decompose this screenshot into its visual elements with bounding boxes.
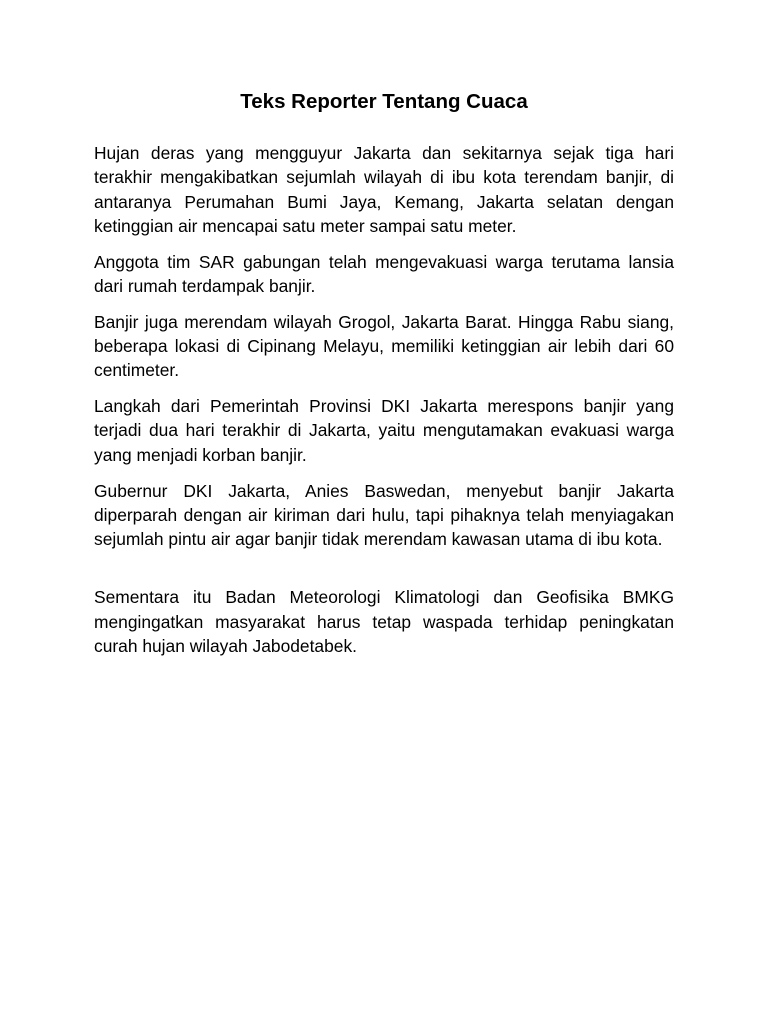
paragraph-1: Hujan deras yang mengguyur Jakarta dan sekitarnya sejak tiga hari terakhir mengakibatkan sejumlah wilayah di ibu kota terendam banjir, di antaranya Perumahan Bumi Jaya, Kemang, Jakarta selatan dengan ketinggian air mencapai satu meter sampai satu meter. xyxy=(94,143,674,236)
paragraph-4: Langkah dari Pemerintah Provinsi DKI Jakarta merespons banjir yang terjadi dua hari terakhir di Jakarta, yaitu mengutamakan evakuasi warga yang menjadi korban banjir. xyxy=(94,396,674,465)
paragraph-3: Banjir juga merendam wilayah Grogol, Jakarta Barat. Hingga Rabu siang, beberapa lokasi di Cipinang Melayu, memiliki ketinggian air lebih dari 60 centimeter. xyxy=(94,311,674,381)
paragraph-2: Anggota tim SAR gabungan telah mengevakuasi warga terutama lansia dari rumah terdampak banjir. xyxy=(94,251,674,296)
paragraph-6: Sementara itu Badan Meteorologi Klimatologi dan Geofisika BMKG mengingatkan masyarakat harus tetap waspada terhidap peningkatan curah hujan wilayah Jabodetabek. xyxy=(94,587,674,657)
paragraph-5: Gubernur DKI Jakarta, Anies Baswedan, menyebut banjir Jakarta diperparah dengan air kiriman dari hulu, tapi pihaknya telah menyiagakan sejumlah pintu air agar banjir tidak merendam kawasan utama di ibu kota. xyxy=(94,480,674,550)
document-title: Teks Reporter Tentang Cuaca xyxy=(240,90,528,113)
document-body xyxy=(94,141,674,670)
